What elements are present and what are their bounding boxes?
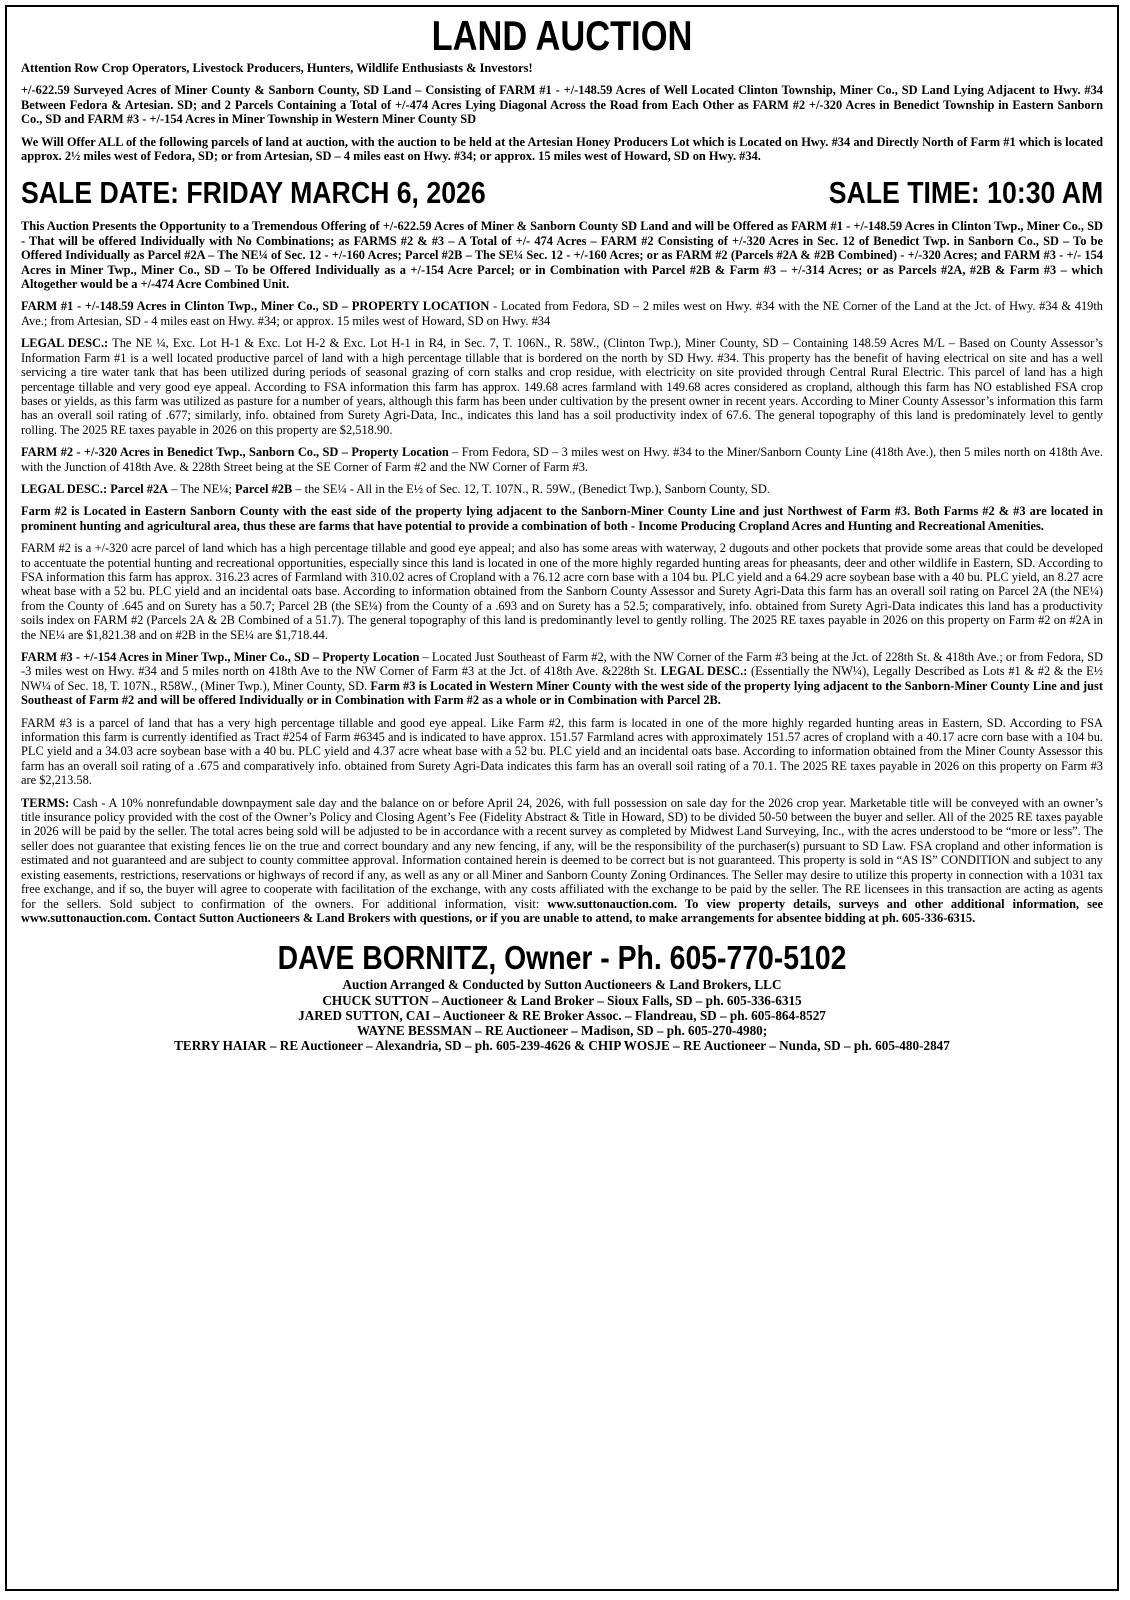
parcel-2b-text: – the SE¼ - All in the E½ of Sec. 12, T. 107N., R. 59W., (Benedict Twp.), Sanborn County, SD. <box>292 481 770 496</box>
farm2-description: FARM #2 is a +/-320 acre parcel of land which has a high percentage tillable and good eye appeal; and also has some areas with waterway, 2 dugouts and other pockets that provide some areas that could be developed to accentuate the potential hunting and recreational opportunities, especially since this land is located in one of the more highly regarded hunting areas for pheasants, deer and other wildlife in Eastern, SD. According to FSA information this farm has approx. 316.23 acres of Farmland with 310.02 acres of Cropland with a 76.12 acre corn base with a 104 bu. PLC yield and a 64.29 acre soybean base with a 40 bu. PLC yield, an 8.27 acre wheat base with a 52 bu. PLC yield and an incidental oats base. According to information obtained from the Sanborn County Assessor and Surety Agri-Data this farm has an overall soil rating on Parcel 2A (the NE¼) from the County of .645 and on Surety has a 50.7; Parcel 2B (the SE¼) from the County of a .693 and on Surety has a 52.5; comparatively, info. obtained from Surety Agri-Data indicates this land has a productivity soils index on FARM #2 (Parcels 2A & 2B Combined of a 51.7). The general topography of this land is predominantly level to gently rolling. The 2025 RE taxes payable in 2026 on this property on Farm #2 on #2A in the NE¼ are $1,821.38 and on #2B in the SE¼ are $1,718.44. <box>21 541 1103 642</box>
terms-text: Cash - A 10% nonrefundable downpayment sale day and the balance on or before April 24, 2026, with full possession on sale day for the 2026 crop year. Marketable title will be conveyed with an owner’s title insurance policy provided with the cost of the Owner’s Policy and Closing Agent’s Fee (Fidelity Abstract & Title in Howard, SD) to be divided 50-50 between the buyer and seller. All of the 2025 RE taxes payable in 2026 will be paid by the seller. The total acres being sold will be adjusted to be in accordance with a recent survey as completed by Midwest Land Surveying, Inc., with the acres understood to be “more or less”. The seller does not guarantee that existing fences lie on the true and correct boundary and any new fencing, if any, will be the responsibility of the purchaser(s) pursuant to SD Law. FSA cropland and other information is estimated and not guaranteed and are subject to county committee approval. Information contained herein is deemed to be correct but is not guaranteed. This property is sold in “AS IS” CONDITION and subject to any existing easements, restrictions, reservations or highways of record if any, as well as any or all Miner and Sanborn County Zoning Ordinances. The Seller may desire to utilize this property in connection with a 1031 tax free exchange, and if so, the buyer will agree to cooperate with facilitation of the exchange, with any costs affiliated with the exchange to be paid by the seller. The RE licensees in this transaction are acting as agents for the sellers. Sold subject to confirmation of the owners. For additional information, visit: <box>21 795 1103 911</box>
parcel-2b-label: Parcel #2B <box>235 481 293 496</box>
farm1-legal-text: The NE ¼, Exc. Lot H-1 & Exc. Lot H-2 & Exc. Lot H-1 in R4, in Sec. 7, T. 106N., R. 58W., (Clinton Twp.), Miner County, SD – Containing 148.59 Acres M/L – Based on County Assessor’s Information Farm #1 is a well located productive parcel of land with a high percentage tillable that is bordered on the north by SD Hwy. #34. This property has the benefit of having electrical on site and has a well servicing a tire water tank that has been utilized during periods of seasonal grazing of corn stalks and crop residue, with electricity on site provided through Central Rural Electric. This parcel of land has a high percentage tillable and very good eye appeal. According to FSA information this farm has approx. 149.68 acres farmland with 149.68 acres considered as cropland, although this farm has NO established FSA crop bases or yields, as this farm was utilized as pasture for a number of years, although this farm has been under cultivation by the present owner in recent years. According to Miner County Assessor’s information this farm has an overall soil rating of .677; similarly, info. obtained from Surety Agri-Data, Inc., indicates this land has a soil productivity index of 67.6. The general topography of this land is predominately level to gently rolling. The 2025 RE taxes payable in 2026 on this property are $2,518.90. <box>21 336 1103 437</box>
farm1-location <box>21 299 1103 328</box>
auction-location: We Will Offer ALL of the following parcels of land at auction, with the auction to be held at the Artesian Honey Producers Lot which is Located on Hwy. #34 and Directly North of Farm #1 which is located approx. 2½ miles west of Fedora, SD; or from Artesian, SD – 4 miles east on Hwy. #34; or approx. 15 miles west of Howard, SD on Hwy. #34. <box>21 134 1103 164</box>
credit-line: CHUCK SUTTON – Auctioneer & Land Broker – Sioux Falls, SD – ph. 605-336-6315 <box>322 992 802 1008</box>
farm1-legal-label: LEGAL DESC.: <box>21 336 109 351</box>
farm2-highlight: Farm #2 is Located in Eastern Sanborn County with the east side of the property lying adjacent to the Sanborn-Miner County Line and just Northwest of Farm #3. Both Farms #2 & #3 are located in prominent hunting and agricultural area, thus these are farms that have potential to provide a combination of both - Income Producing Cropland Acres and Hunting and Recreational Amenities. <box>21 504 1103 533</box>
farm3-location-text: – Located Just Southeast of Farm #2, with the NW Corner of the Farm #3 being at the Jct. of 228th St. & 418th Ave.; or from Fedora, SD -3 miles west on Hwy. #34 and 5 miles north on 418th Ave to the NW Corner of Farm #3 at the Jct. of 418th Ave. &228th St. <box>21 650 1103 679</box>
credit-line: JARED SUTTON, CAI – Auctioneer & RE Broker Assoc. – Flandreau, SD – ph. 605-864-8527 <box>298 1007 826 1023</box>
farm2-legal-label: LEGAL DESC.: <box>21 481 108 496</box>
farm3-legal-label: LEGAL DESC.: <box>660 664 748 679</box>
farm3-highlight: Farm #3 is Located in Western Miner County with the west side of the property lying adjacent to the Sanborn-Miner County Line and just Southeast of Farm #2 and will be offered Individually or in Combination with Farm #2 as a whole or in Combination with Parcel 2B. <box>21 678 1103 708</box>
parcel-2a-label: Parcel #2A <box>110 481 169 496</box>
auction-flyer <box>5 5 1119 1591</box>
sale-time: SALE TIME: 10:30 AM <box>828 175 1103 211</box>
farm1-heading: FARM #1 - +/-148.59 Acres in Clinton Twp., Miner Co., SD – PROPERTY LOCATION <box>21 299 490 314</box>
owner-contact: DAVE BORNITZ, Owner - Ph. 605-770-5102 <box>277 939 847 977</box>
farm3-description: FARM #3 is a parcel of land that has a very high percentage tillable and good eye appeal. Like Farm #2, this farm is located in one of the more highly regarded hunting areas in Eastern, SD. According to FSA information this farm is currently identified as Tract #254 of Farm #6345 and is indicated to have approx. 151.57 Farmland acres with approximately 151.57 acres of cropland with a 40.17 acre corn base with a 104 bu. PLC yield and a 34.03 acre soybean base with a 40 bu. PLC yield and 4.37 acre wheat base with a 52 bu. PLC yield and an incidental oats base. According to information obtained from the Miner County Assessor this farm has an overall soil rating of a .675 and comparatively info. obtained from Surety Agri-Data indicates this farm has an overall soil rating of a 70.1. The 2025 RE taxes payable in 2026 on this property on Farm #3 are $2,213.58. <box>21 715 1103 788</box>
terms-label: TERMS: <box>21 795 70 810</box>
farm1-legal <box>21 336 1103 437</box>
farm3-location <box>21 650 1103 708</box>
auctioneer-credits <box>21 977 1103 1053</box>
intro-line: Attention Row Crop Operators, Livestock Producers, Hunters, Wildlife Enthusiasts & Investors! <box>21 61 533 75</box>
acreage-summary: +/-622.59 Surveyed Acres of Miner County & Sanborn County, SD Land – Consisting of FARM #1 - +/-148.59 Acres of Well Located Clinton Township, Miner Co., SD Land Lying Adjacent to Hwy. #34 Between Fedora & Artesian. SD; and 2 Parcels Containing a Total of +/-474 Acres Lying Diagonal Across the Road from Each Other as FARM #2 +/-320 Acres in Benedict Township in Eastern Sanborn Co., SD and FARM #3 - +/-154 Acres in Miner Township in Western Miner County SD <box>21 83 1103 127</box>
terms-contact: www.suttonauction.com. To view property details, surveys and other additional information, see www.suttonauction.com. Contact Sutton Auctioneers & Land Brokers with questions, or if you are unable to attend, to make arrangements for absentee bidding at ph. 605-336-6315. <box>21 896 1103 925</box>
credit-line: Auction Arranged & Conducted by Sutton Auctioneers & Land Brokers, LLC <box>342 977 782 993</box>
farm2-location-text: – From Fedora, SD – 3 miles west on Hwy. #34 to the Miner/Sanborn County Line (418th Ave.), then 5 miles north on 418th Ave. with the Junction of 418th Ave. & 228th Street being at the SE Corner of Farm #2 and the NW Corner of Farm #3. <box>21 445 1103 474</box>
credit-line: TERRY HAIAR – RE Auctioneer – Alexandria, SD – ph. 605-239-4626 & CHIP WOSJE – RE Auctioneer – Nunda, SD – ph. 605-480-2847 <box>174 1038 950 1054</box>
farm2-heading: FARM #2 - +/-320 Acres in Benedict Twp., Sanborn Co., SD – Property Location <box>21 445 449 460</box>
page-title: LAND AUCTION <box>431 12 693 59</box>
parcel-2a-text: – The NE¼; <box>168 481 235 496</box>
credit-line: WAYNE BESSMAN – RE Auctioneer – Madison, SD – ph. 605-270-4980; <box>356 1022 768 1038</box>
farm1-location-text: - Located from Fedora, SD – 2 miles west on Hwy. #34 with the NE Corner of the Land at the Jct. of Hwy. #34 & 419th Ave.; from Artesian, SD - 4 miles east on Hwy. #34; or approx. 15 miles west of Howard, SD on Hwy. #34 <box>21 299 1103 328</box>
sale-info-row <box>21 171 1103 215</box>
terms <box>21 796 1103 926</box>
farm3-legal-text: (Essentially the NW¼), Legally Described as Lots #1 & #2 & the E½ NW¼ of Sec. 18, T. 107N., R58W., (Miner Twp.), Miner County, SD. <box>21 664 1104 693</box>
farm2-location <box>21 445 1103 474</box>
offering-overview: This Auction Presents the Opportunity to a Tremendous Offering of +/-622.59 Acres of Miner & Sanborn County SD Land and will be Offered as FARM #1 - +/-148.59 Acres in Clinton Twp., Miner Co., SD - That will be offered Individually with No Combinations; as FARMS #2 & #3 – A Total of +/- 474 Acres – FARM #2 Consisting of +/-320 Acres in Sec. 12 of Benedict Twp. in Sanborn Co., SD – To be Offered Individually as Parcel #2A – The NE¼ of Sec. 12 - +/-160 Acres; Parcel #2B – The SE¼ Sec. 12 - +/-160 Acres; or as FARM #2 (Parcels #2A & #2B Combined) - +/-320 Acres; and FARM #3 - +/- 154 Acres in Miner Twp., Miner Co., SD – To be Offered Individually as a +/-154 Acre Parcel; or in Combination with Parcel #2B & Farm #3 – +/-314 Acres; or as Parcels #2A, #2B & Farm #3 – which Altogether would be a +/-474 Acre Combined Unit. <box>21 219 1103 292</box>
sale-date: SALE DATE: FRIDAY MARCH 6, 2026 <box>21 175 486 211</box>
farm2-legal <box>21 482 1103 496</box>
farm3-heading: FARM #3 - +/-154 Acres in Miner Twp., Miner Co., SD – Property Location <box>21 650 420 664</box>
